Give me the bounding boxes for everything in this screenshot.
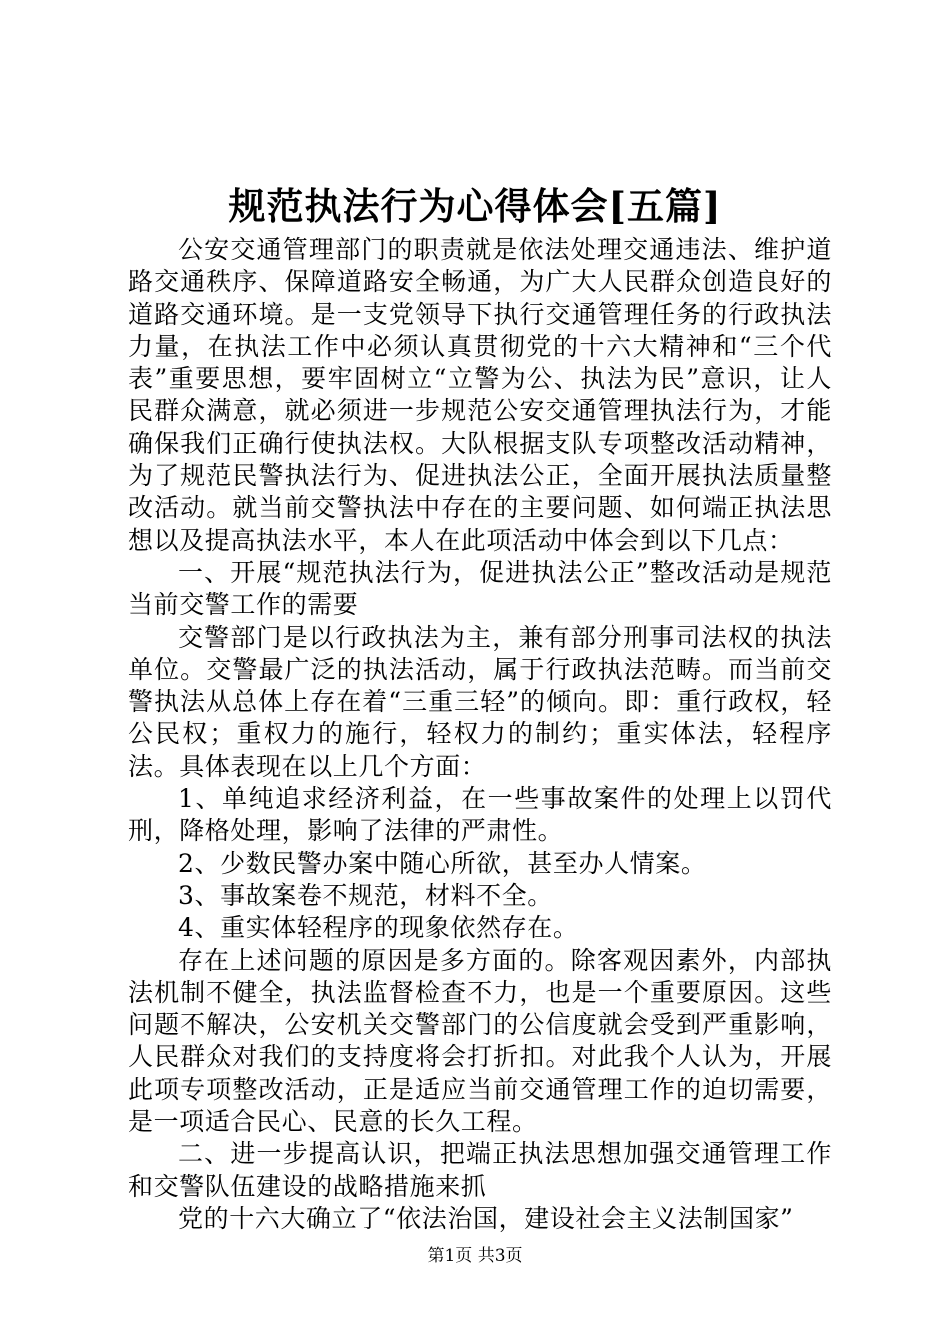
list-item: 3、事故案卷不规范，材料不全。: [178, 880, 553, 910]
section-heading: 一、开展“规范执法行为，促进执法公正”整改活动是规范当前交警工作的需要: [128, 557, 832, 620]
body-paragraph: 存在上述问题的原因是多方面的。除客观因素外，内部执法机制不健全，执法监督检查不力，也是一个重要原因。这些问题不解决，公安机关交警部门的公信度就会受到严重影响，人民群众对我们的支持度将会打折扣。对此我个人认为，开展此项专项整改活动，正是适应当前交通管理工作的迫切需要，是一项适合民心、民意的长久工程。: [128, 945, 832, 1137]
section-heading: 二、进一步提高认识，把端正执法思想加强交通管理工作和交警队伍建设的战略措施来抓: [128, 1139, 832, 1201]
body-paragraph: 党的十六大确立了“依法治国，建设社会主义法制国家”: [178, 1203, 794, 1233]
list-item: 1、单纯追求经济利益，在一些事故案件的处理上以罚代刑，降格处理，影响了法律的严肃性。: [128, 784, 832, 846]
list-item: 4、重实体轻程序的现象依然存在。: [178, 913, 579, 943]
document-body: [128, 234, 832, 1235]
body-paragraph: 公安交通管理部门的职责就是依法处理交通违法、维护道路交通秩序、保障道路安全畅通，为广大人民群众创造良好的道路交通环境。是一支党领导下执行交通管理任务的行政执法力量，在执法工作中必须认真贯彻党的十六大精神和“三个代表”重要思想，要牢固树立“立警为公、执法为民”意识，让人民群众满意，就必须进一步规范公安交通管理执法行为，才能确保我们正确行使执法权。大队根据支队专项整改活动精神，为了规范民警执法行为、促进执法公正，全面开展执法质量整改活动。就当前交警执法中存在的主要问题、如何端正执法思想以及提高执法水平，本人在此项活动中体会到以下几点：: [128, 235, 832, 555]
body-paragraph: 交警部门是以行政执法为主，兼有部分刑事司法权的执法单位。交警最广泛的执法活动，属于行政执法范畴。而当前交警执法从总体上存在着“三重三轻”的倾向。即：重行政权，轻公民权；重权力的施行，轻权力的制约；重实体法，轻程序法。具体表现在以上几个方面：: [128, 622, 832, 781]
page-number-footer: 第1页 共3页: [427, 1246, 523, 1266]
list-item: 2、少数民警办案中随心所欲，甚至办人情案。: [178, 848, 707, 878]
document-title: 规范执法行为心得体会[五篇]: [228, 184, 722, 228]
